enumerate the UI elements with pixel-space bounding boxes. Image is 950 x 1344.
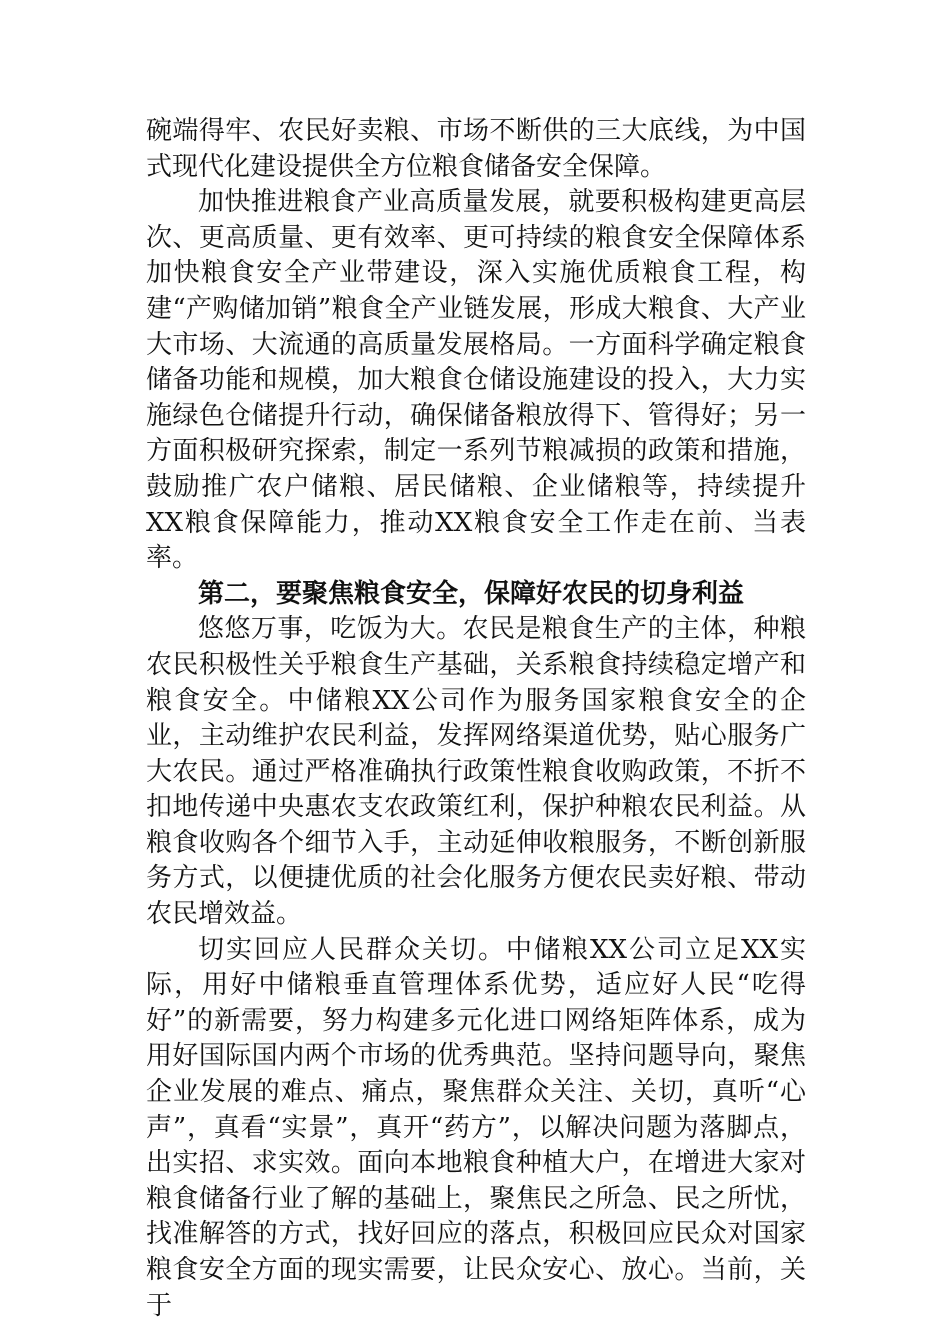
document-body: [146, 114, 806, 1324]
paragraph-grain-industry: 加快推进粮食产业高质量发展，就要积极构建更高层次、更高质量、更有效率、更可持续的粮食安全保障体系加快粮食安全产业带建设，深入实施优质粮食工程，构建“产购储加销”粮食全产业链发展，形成大粮食、大产业大市场、大流通的高质量发展格局。一方面科学确定粮食储备功能和规模，加大粮食仓储设施建设的投入，大力实施绿色仓储提升行动，确保储备粮放得下、管得好；另一方面积极研究探索，制定一系列节粮减损的政策和措施，鼓励推广农户储粮、居民储粮、企业储粮等，持续提升XX粮食保障能力，推动XX粮食安全工作走在前、当表率。: [146, 187, 806, 574]
section-heading: 第二，要聚焦粮食安全，保障好农民的切身利益: [198, 578, 745, 609]
paragraph-farmers-interest: 悠悠万事，吃饭为大。农民是粮食生产的主体，种粮农民积极性关乎粮食生产基础，关系粮食持续稳定增产和粮食安全。中储粮XX公司作为服务国家粮食安全的企业，主动维护农民利益，发挥网络渠道优势，贴心服务广大农民。通过严格准确执行政策性粮食收购政策，不折不扣地传递中央惠农支农政策红利，保护种粮农民利益。从粮食收购各个细节入手，主动延伸收粮服务，不断创新服务方式，以便捷优质的社会化服务方便农民卖好粮、带动农民增效益。: [146, 614, 806, 930]
paragraph-continued: 碗端得牢、农民好卖粮、市场不断供的三大底线，为中国式现代化建设提供全方位粮食储备安全保障。: [146, 116, 806, 182]
paragraph-public-concerns: 切实回应人民群众关切。中储粮XX公司立足XX实际，用好中储粮垂直管理体系优势，适应好人民“吃得好”的新需要，努力构建多元化进口网络矩阵体系，成为用好国际国内两个市场的优秀典范。坚持问题导向，聚焦企业发展的难点、痛点，聚焦群众关注、关切，真听“心声”，真看“实景”，真开“药方”，以解决问题为落脚点，出实招、求实效。面向本地粮食种植大户，在增进大家对粮食储备行业了解的基础上，聚焦民之所急、民之所忧，找准解答的方式，找好回应的落点，积极回应民众对国家粮食安全方面的现实需要，让民众安心、放心。当前，关于: [146, 934, 806, 1321]
